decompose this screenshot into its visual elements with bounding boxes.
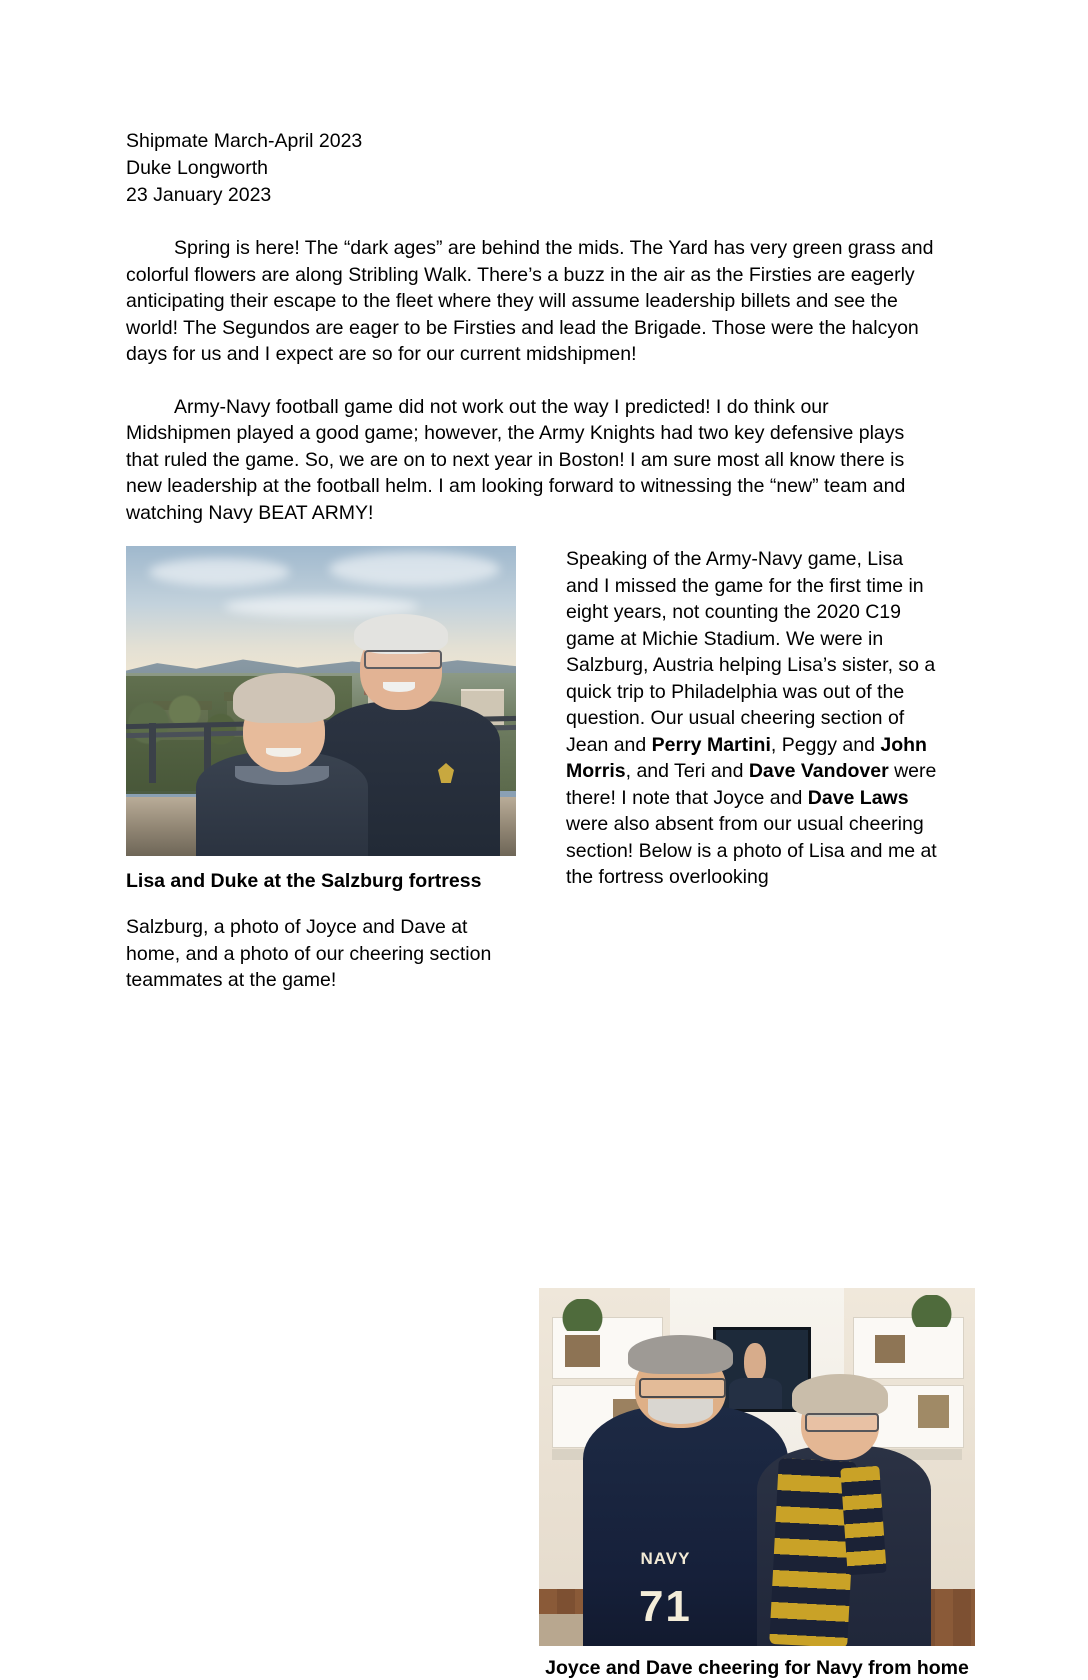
document-body [126, 128, 969, 1679]
name-dave-vandover: Dave Vandover [748, 760, 889, 782]
name-dave-laws: Dave Laws [807, 786, 909, 809]
photo2-block [539, 1288, 975, 1680]
photo2-man-hair [628, 1335, 733, 1374]
photo2-man-glasses [639, 1378, 726, 1398]
photo1-man-glasses [364, 650, 442, 670]
photo-joyce-and-dave [539, 1288, 975, 1646]
photo2-woman-hair [792, 1374, 888, 1417]
photo2-plant [905, 1295, 957, 1327]
photo2-jersey-wordmark: NAVY [640, 1549, 691, 1569]
header-line-author: Duke Longworth [126, 157, 269, 179]
photo2-woman-glasses [805, 1413, 879, 1431]
document-header [126, 128, 936, 209]
photo2-navy-scarf-tail [840, 1466, 887, 1576]
name-john-morris: John Morris [566, 733, 927, 782]
photo2-picture-frame [918, 1395, 949, 1427]
spacer [126, 368, 936, 394]
photo2-man-beard [648, 1399, 713, 1424]
header-line-publication: Shipmate March-April 2023 [126, 130, 363, 152]
right-text-column [566, 546, 938, 891]
photo1-caption: Lisa and Duke at the Salzburg fortress [126, 870, 482, 892]
right-col-seg4: were there! I note that Joyce and [566, 760, 937, 809]
photo1-man-smile [383, 682, 414, 691]
name-perry-martini: Perry Martini [651, 733, 771, 756]
paragraph-army-navy [126, 394, 936, 527]
photo1-woman-hair [233, 673, 334, 723]
right-col-seg3: , and Teri and [625, 760, 749, 782]
photo1-railing-post [149, 723, 156, 783]
left-column-continued: Salzburg, a photo of Joyce and Dave at home, and a photo of our cheering section teammates at the game! [126, 916, 492, 991]
spacer [126, 209, 936, 235]
paragraph-spring [126, 235, 936, 368]
photo-lisa-and-duke [126, 546, 516, 856]
right-col-seg2: , Peggy and [770, 733, 881, 756]
photo2-caption: Joyce and Dave cheering for Navy from home [545, 1657, 969, 1679]
photo1-man-hair [354, 614, 448, 654]
photo1-woman-smile [266, 748, 301, 757]
photo2-tv-person-face [744, 1343, 766, 1382]
paragraph-spring-text: Spring is here! The “dark ages” are behind the mids. The Yard has very green grass and colorful flowers are along Stribling Walk. There’s a buzz in the air as the Firsties are eagerly anticipating their escape to the fleet where they will assume leadership billets and see the world! The Segundos are eager to be Firsties and lead the Brigade. Those were the halcyon days for us and I expect are so for our current midshipmen! [126, 237, 934, 365]
right-col-seg5: were also absent from our usual cheering section! Below is a photo of Lisa and me at the fortress overlooking [566, 813, 937, 888]
photo2-tv-person-suit [729, 1378, 782, 1410]
photo2-plant [556, 1299, 608, 1331]
paragraph-army-navy-text: Army-Navy football game did not work out the way I predicted! I do think our Midshipmen played a good game; however, the Army Knights had two key defensive plays that ruled the game. So, we are on to next year in Boston! I am sure most all know there is new leadership at the football helm. I am looking forward to witnessing the “new” team and watching Navy BEAT ARMY! [126, 395, 906, 524]
photo2-jersey-number: 71 [638, 1581, 692, 1631]
photo1-block [126, 546, 516, 894]
photo2-picture-frame [875, 1335, 906, 1364]
photo2-picture-frame [565, 1335, 600, 1367]
header-line-date: 23 January 2023 [126, 184, 272, 206]
right-col-seg1: Speaking of the Army-Navy game, Lisa and I missed the game for the first time in eight years, not counting the 2020 C19 game at Michie Stadium. We were in Salzburg, Austria helping Lisa’s sister, so a quick trip to Philadelphia was out of the question. Our usual cheering section of Jean and [566, 548, 936, 756]
photo-text-split [126, 546, 969, 1679]
